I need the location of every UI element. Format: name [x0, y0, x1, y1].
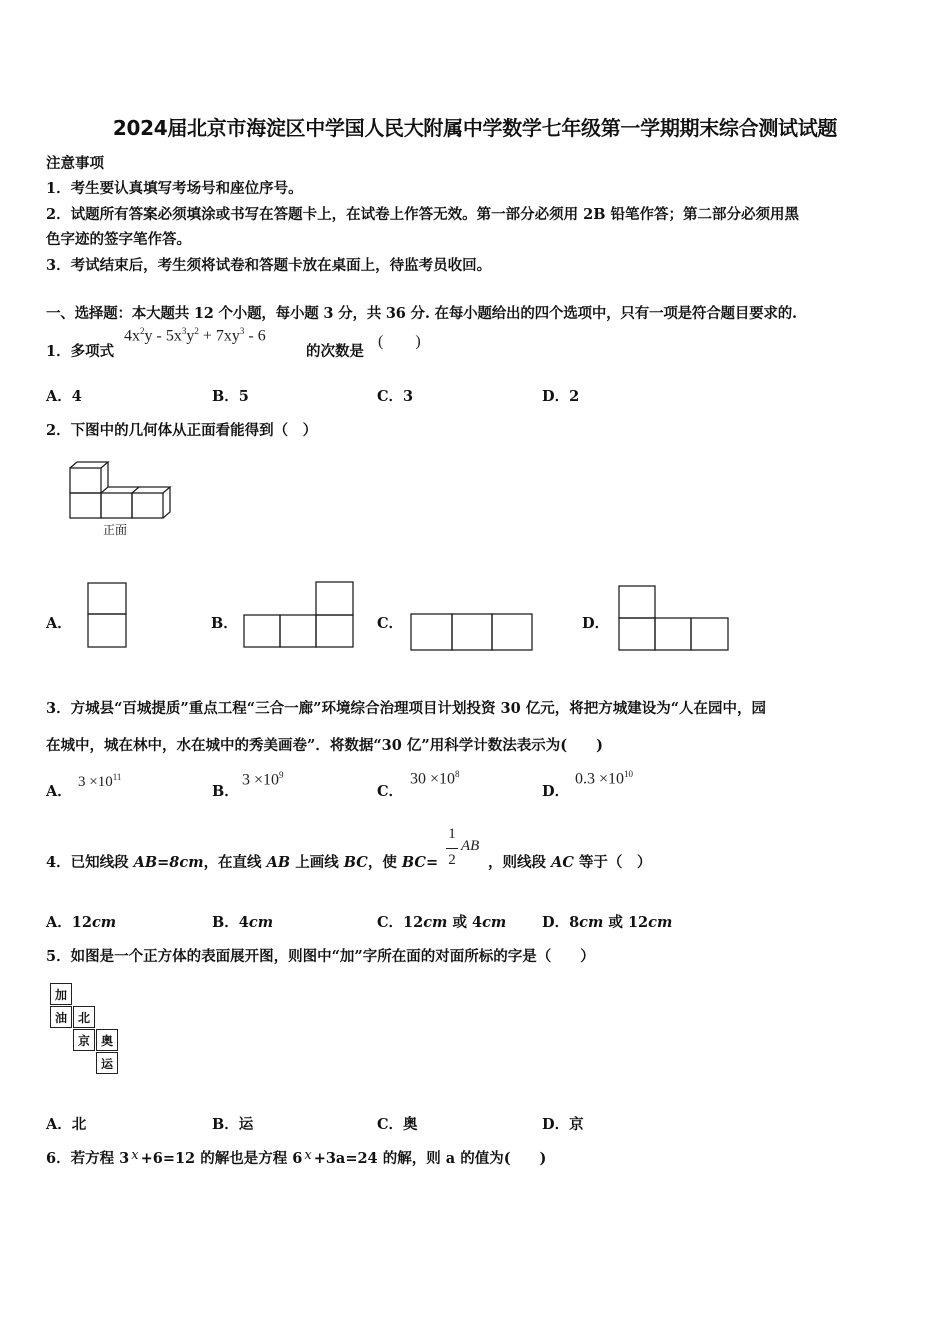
q1-polynomial: $4x^2y - 5x^3y^2 + 7xy^3 - 6$	[124, 326, 266, 345]
q1-paren: ( )	[378, 333, 421, 350]
q3-option-b-value[interactable]: $3 \times 10^9$	[242, 770, 284, 789]
q3-line-1: 3．方城县“百城提质”重点工程“三合一廊”环境综合治理项目计划投资 30 亿元，将把方城建设为“人在园中，园	[46, 700, 767, 717]
notice-heading: 注意事项	[46, 155, 104, 172]
q3-line-2: 在城中，城在林中，水在城中的秀美画卷”．将数据“30 亿”用科学计数法表示为( )	[46, 737, 603, 754]
q2-stem: 2．下图中的几何体从正面看能得到（ ）	[46, 422, 318, 439]
q1-option-a[interactable]: A．4	[46, 388, 82, 405]
notice-item-2-cont: 色字迹的签字笔作答。	[46, 231, 191, 248]
notice-item-3: 3．考试结束后，考生须将试卷和答题卡放在桌面上，待监考员收回。	[46, 257, 492, 274]
q4-fraction-numerator: 1	[448, 826, 456, 842]
q4-fraction-variable: AB	[461, 838, 480, 854]
q2-option-c-label[interactable]: C．	[377, 615, 404, 632]
q2-option-b-label[interactable]: B．	[211, 615, 238, 632]
q1-prefix: 1．多项式	[46, 343, 115, 360]
q3-option-c-value[interactable]: $30 \times 10^8$	[410, 769, 460, 788]
net-cell-yun: 运	[96, 1052, 118, 1074]
page-title: 2024届北京市海淀区中学国人民大附属中学数学七年级第一学期期末综合测试试题	[112, 116, 838, 140]
q3-option-b-label[interactable]: B．	[212, 783, 239, 800]
q3-option-a-label[interactable]: A．	[46, 783, 72, 800]
q5-option-a[interactable]: A．北	[46, 1116, 87, 1133]
q4-fraction-bar	[446, 848, 458, 849]
q4-stem-end: ，则线段 AC 等于（ ）	[488, 854, 652, 871]
net-cell-ao: 奥	[96, 1029, 118, 1051]
q1-option-d[interactable]: D．2	[542, 388, 580, 405]
q2-option-a-label[interactable]: A．	[46, 615, 72, 632]
q1-option-b[interactable]: B．5	[212, 388, 249, 405]
q3-option-a-value[interactable]: $3 \times 10^{11}$	[78, 772, 122, 790]
q1-suffix: 的次数是	[306, 343, 364, 360]
q6-stem: 6．若方程 3 x +6=12 的解也是方程 6 x +3a=24 的解，则 a 的值为( )	[46, 1148, 547, 1167]
q3-option-d-label[interactable]: D．	[542, 783, 570, 800]
q5-stem: 5．如图是一个正方体的表面展开图，则图中“加”字所在面的对面所标的字是（ ）	[46, 948, 595, 965]
q1-option-c[interactable]: C．3	[377, 388, 414, 405]
q2-option-d-label[interactable]: D．	[582, 615, 610, 632]
q4-option-c[interactable]: C．12cm 或 4cm	[377, 914, 507, 931]
q2-front-label: 正面	[103, 523, 128, 537]
q5-option-b[interactable]: B．运	[212, 1116, 254, 1133]
net-cell-jia: 加	[50, 983, 72, 1005]
q4-stem-start: 4．已知线段 AB=8cm，在直线 AB 上画线 BC，使 BC=	[46, 854, 439, 871]
q4-option-a[interactable]: A．12cm	[46, 914, 117, 931]
section-heading: 一、选择题：本大题共 12 个小题，每小题 3 分，共 36 分. 在每小题给出的四个选项中，只有一项是符合题目要求的.	[46, 305, 797, 322]
q5-option-c[interactable]: C．奥	[377, 1116, 418, 1133]
q2-option-b-figure[interactable]	[244, 581, 356, 649]
q2-option-a-figure[interactable]	[88, 583, 128, 649]
q2-solid-figure	[60, 458, 180, 528]
net-cell-jing: 京	[73, 1029, 95, 1051]
q5-option-d[interactable]: D．京	[542, 1116, 584, 1133]
notice-item-2: 2．试题所有答案必须填涂或书写在答题卡上，在试卷上作答无效。第一部分必须用 2B 铅笔作答；第二部分必须用黑	[46, 206, 800, 223]
q3-option-c-label[interactable]: C．	[377, 783, 404, 800]
net-cell-you: 油	[50, 1006, 72, 1028]
q4-fraction-denominator: 2	[448, 852, 456, 868]
q4-option-b[interactable]: B．4cm	[212, 914, 274, 931]
notice-item-1: 1．考生要认真填写考场号和座位序号。	[46, 180, 303, 197]
q2-option-c-figure[interactable]	[411, 613, 535, 653]
q3-option-d-value[interactable]: $0.3 \times 10^{10}$	[575, 769, 634, 788]
net-cell-bei: 北	[73, 1006, 95, 1028]
q4-option-d[interactable]: D．8cm 或 12cm	[542, 914, 673, 931]
q2-option-d-figure[interactable]	[619, 586, 731, 654]
